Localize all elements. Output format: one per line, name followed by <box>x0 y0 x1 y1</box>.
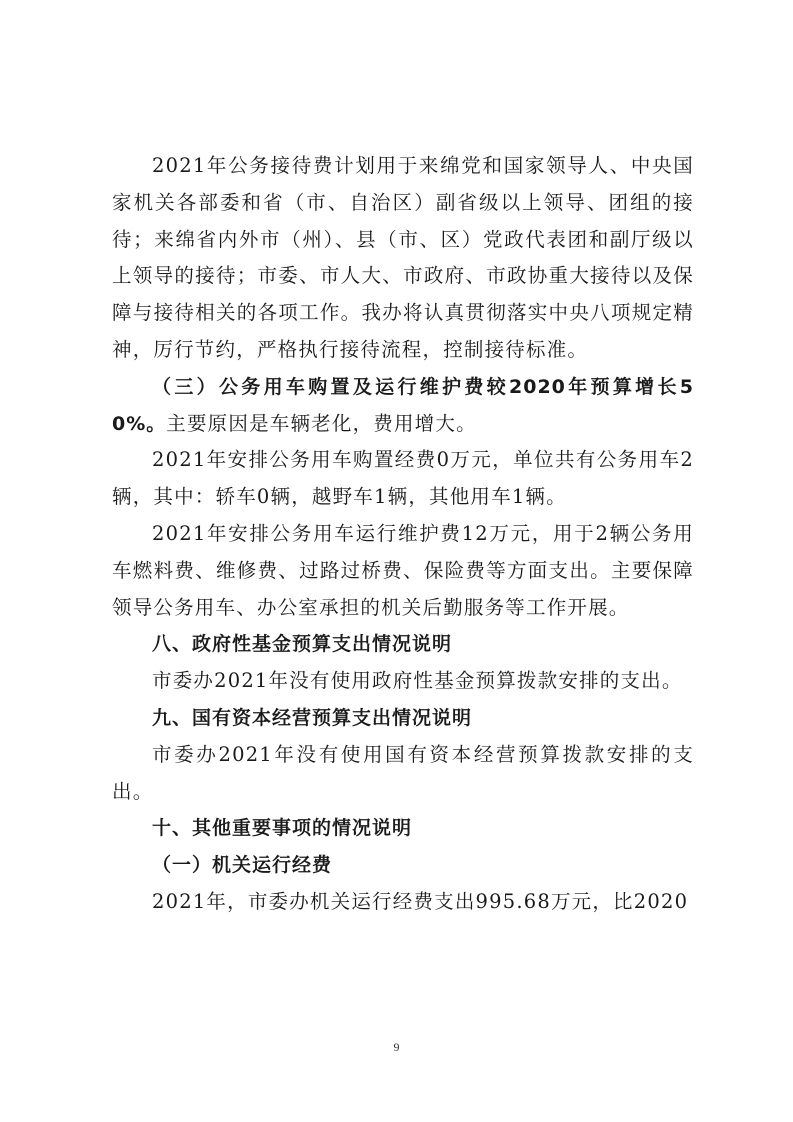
paragraph-vehicle-purchase: 2021年安排公务用车购置经费0万元，单位共有公务用车2辆，其中：轿车0辆，越野车1辆，其他用车1辆。 <box>112 448 694 509</box>
heading-other-matters: 十、其他重要事项的情况说明 <box>152 817 413 840</box>
heading-state-capital: 九、国有资本经营预算支出情况说明 <box>152 706 473 729</box>
paragraph-operating-funds: 2021年，市委办机关运行经费支出995.68万元，比2020 <box>152 889 689 913</box>
vehicle-expenses-reason: 主要原因是车辆老化，费用增大。 <box>166 411 477 435</box>
page-number: 9 <box>393 1040 400 1054</box>
paragraph-state-capital: 市委办2021年没有使用国有资本经营预算拨款安排的支出。 <box>112 742 694 803</box>
paragraph-government-fund: 市委办2021年没有使用政府性基金预算拨款安排的支出。 <box>152 669 683 693</box>
document-body <box>112 148 694 921</box>
paragraph-vehicle-expenses <box>112 369 694 443</box>
heading-vehicle-expenses: （三）公务用车购置及运行维护费较2020年预算增长50%。 <box>112 375 694 435</box>
heading-operating-funds: （一）机关运行经费 <box>152 854 333 877</box>
paragraph-reception-expenses: 2021年公务接待费计划用于来绵党和国家领导人、中央国家机关各部委和省（市、自治区）副省级以上领导、团组的接待；来绵省内外市（州）、县（市、区）党政代表团和副厅级以上领导的接待；市委、市人大、市政府、市政协重大接待以及保障与接待相关的各项工作。我办将认真贯彻落实中央八项规定精神，厉行节约，严格执行接待流程，控制接待标准。 <box>112 154 694 361</box>
paragraph-vehicle-maintenance: 2021年安排公务用车运行维护费12万元，用于2辆公务用车燃料费、维修费、过路过桥费、保险费等方面支出。主要保障领导公务用车、办公室承担的机关后勤服务等工作开展。 <box>112 521 694 619</box>
heading-government-fund: 八、政府性基金预算支出情况说明 <box>152 633 453 656</box>
